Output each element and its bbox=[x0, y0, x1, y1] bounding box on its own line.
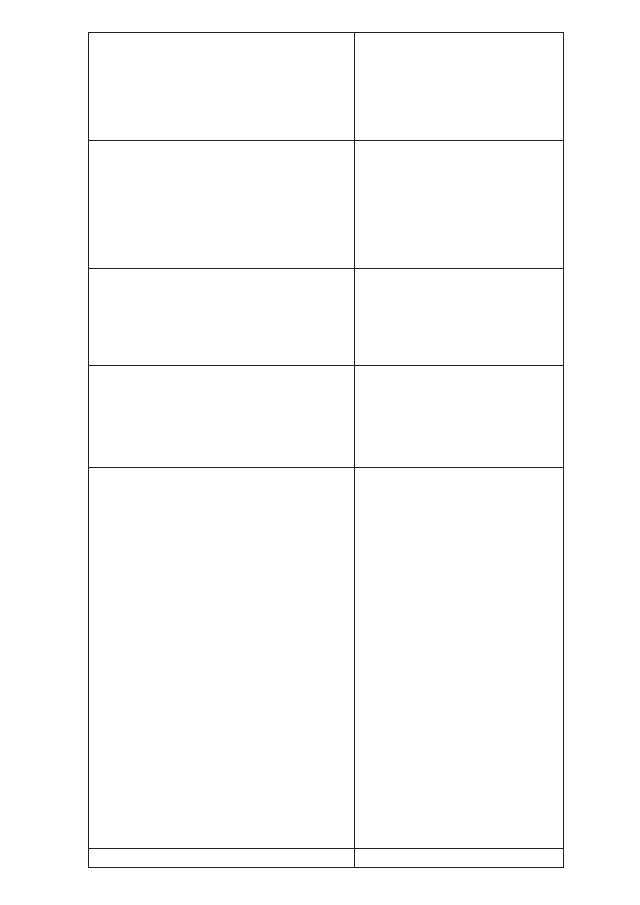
table-cell-mdk bbox=[355, 141, 564, 269]
table-cell-empty bbox=[89, 366, 355, 468]
table-cell-competencies bbox=[355, 33, 564, 141]
table-cell-empty bbox=[89, 269, 355, 366]
table-cell-empty bbox=[355, 269, 564, 366]
footer-standard-code bbox=[22, 715, 34, 795]
table-cell-content bbox=[89, 468, 355, 849]
table-row bbox=[355, 33, 564, 868]
table-cell-empty bbox=[355, 366, 564, 468]
table-cell-code bbox=[355, 849, 564, 868]
table-row bbox=[89, 33, 355, 868]
page-number bbox=[39, 440, 59, 460]
table-cell-empty bbox=[89, 141, 355, 269]
table-cell-module bbox=[355, 468, 564, 849]
rotated-page-content bbox=[88, 33, 563, 868]
table-cell-empty bbox=[89, 33, 355, 141]
standards-table bbox=[88, 32, 564, 868]
table-cell-code-empty bbox=[89, 849, 355, 868]
